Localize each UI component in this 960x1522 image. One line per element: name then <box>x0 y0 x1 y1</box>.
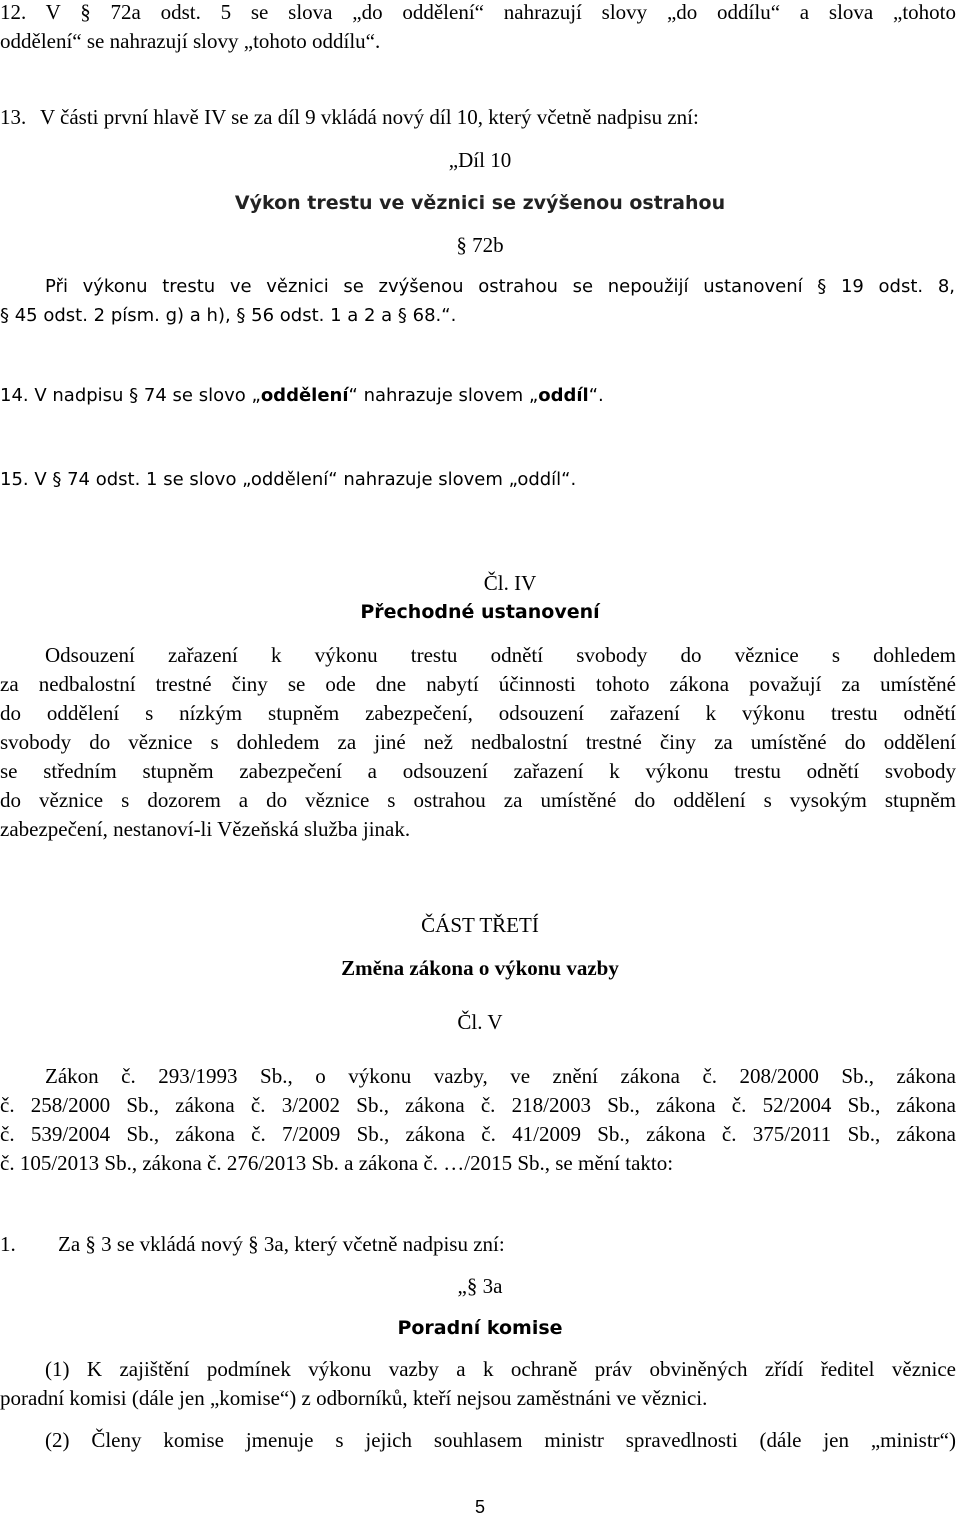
article-iv-label: Čl. IV <box>483 571 537 595</box>
article-v-text-line-2: č. 258/2000 Sb., zákona č. 3/2002 Sb., zákona č. 218/2003 Sb., zákona č. 52/2004 Sb., zákona <box>0 1093 956 1117</box>
paragraph-3a-1-line-2: poradní komisi (dále jen „komise“) z odborníků, kteří nejsou zaměstnáni ve věznici. <box>0 1386 708 1410</box>
item-14-bold-2: oddíl <box>538 385 589 406</box>
article-v-text-line-1: Zákon č. 293/1993 Sb., o výkonu vazby, ve znění zákona č. 208/2000 Sb., zákona <box>45 1064 956 1088</box>
article-v-text-line-4: č. 105/2013 Sb., zákona č. 276/2013 Sb. a zákona č. …/2015 Sb., se mění takto: <box>0 1151 674 1175</box>
paragraph-3a-2-line-1: (2) Členy komise jmenuje s jejich souhlasem ministr spravedlnosti (dále jen „ministr“) <box>45 1428 956 1452</box>
dil-title: Výkon trestu ve věznici se zvýšenou ostrahou <box>234 192 726 214</box>
item-14-bold-1: oddělení <box>260 385 349 406</box>
article-iv-text-line-5: se středním stupněm zabezpečení a odsouzení zařazení k výkonu trestu odnětí svobody <box>0 759 956 783</box>
item-14 <box>0 381 604 410</box>
item-15: 15. V § 74 odst. 1 se slovo „oddělení“ nahrazuje slovem „oddíl“. <box>0 469 577 490</box>
article-iv-text-line-4: svobody do věznice s dohledem za jiné než nedbalostní trestné činy za umístěné do oddělení <box>0 730 956 754</box>
part-three-title: Změna zákona o výkonu vazby <box>341 956 619 980</box>
item-13 <box>0 103 699 132</box>
paragraph-72b-heading: § 72b <box>456 233 504 257</box>
article-iv-text-line-6: do věznice s dozorem a do věznice s ostrahou za umístěné do oddělení s vysokým stupněm <box>0 788 956 812</box>
article-v-text-line-3: č. 539/2004 Sb., zákona č. 7/2009 Sb., zákona č. 41/2009 Sb., zákona č. 375/2011 Sb., zákona <box>0 1122 956 1146</box>
paragraph-72b-line-2: § 45 odst. 2 písm. g) a h), § 56 odst. 1 a 2 a § 68.“. <box>0 305 457 326</box>
part-three-label: ČÁST TŘETÍ <box>421 913 539 937</box>
part-three-item-1-number: 1. <box>0 1232 16 1256</box>
part-three-item-1-text: Za § 3 se vkládá nový § 3a, který včetně nadpisu zní: <box>58 1232 505 1256</box>
item-14-mid: “ nahrazuje slovem „ <box>348 385 539 406</box>
paragraph-3a-title: Poradní komise <box>397 1317 563 1339</box>
article-iv-text-line-1: Odsouzení zařazení k výkonu trestu odnětí svobody do věznice s dohledem <box>45 643 956 667</box>
page-number: 5 <box>474 1497 485 1517</box>
item-14-post: “. <box>588 385 604 406</box>
dil-heading: „Díl 10 <box>448 148 512 172</box>
item-14-pre: 14. V nadpisu § 74 se slovo „ <box>0 385 261 406</box>
item-12-line-2: oddělení“ se nahrazují slovy „tohoto oddílu“. <box>0 29 381 53</box>
paragraph-3a-heading: „§ 3a <box>457 1274 503 1298</box>
item-13-text: V části první hlavě IV se za díl 9 vkládá nový díl 10, který včetně nadpisu zní: <box>40 105 699 129</box>
item-12-line-1: 12. V § 72a odst. 5 se slova „do oddělení“ nahrazují slovy „do oddílu“ a slova „tohoto <box>0 0 956 24</box>
article-iv-title: Přechodné ustanovení <box>360 601 600 623</box>
article-iv-text-line-3: do oddělení s nízkým stupněm zabezpečení, odsouzení zařazení k výkonu trestu odnětí <box>0 701 956 725</box>
paragraph-72b-line-1: Při výkonu trestu ve věznici se zvýšenou ostrahou se nepoužijí ustanovení § 19 odst. 8, <box>45 276 955 297</box>
article-v-label: Čl. V <box>457 1010 503 1034</box>
article-iv-text-line-7: zabezpečení, nestanoví-li Vězeňská služba jinak. <box>0 817 411 841</box>
part-three-item-1 <box>0 1230 505 1259</box>
item-13-number: 13. <box>0 105 27 129</box>
article-iv-text-line-2: za nedbalostní trestné činy se ode dne nabytí účinnosti tohoto zákona považují za umístěné <box>0 672 956 696</box>
paragraph-3a-1-line-1: (1) K zajištění podmínek výkonu vazby a k ochraně práv obviněných zřídí ředitel věznice <box>45 1357 956 1381</box>
